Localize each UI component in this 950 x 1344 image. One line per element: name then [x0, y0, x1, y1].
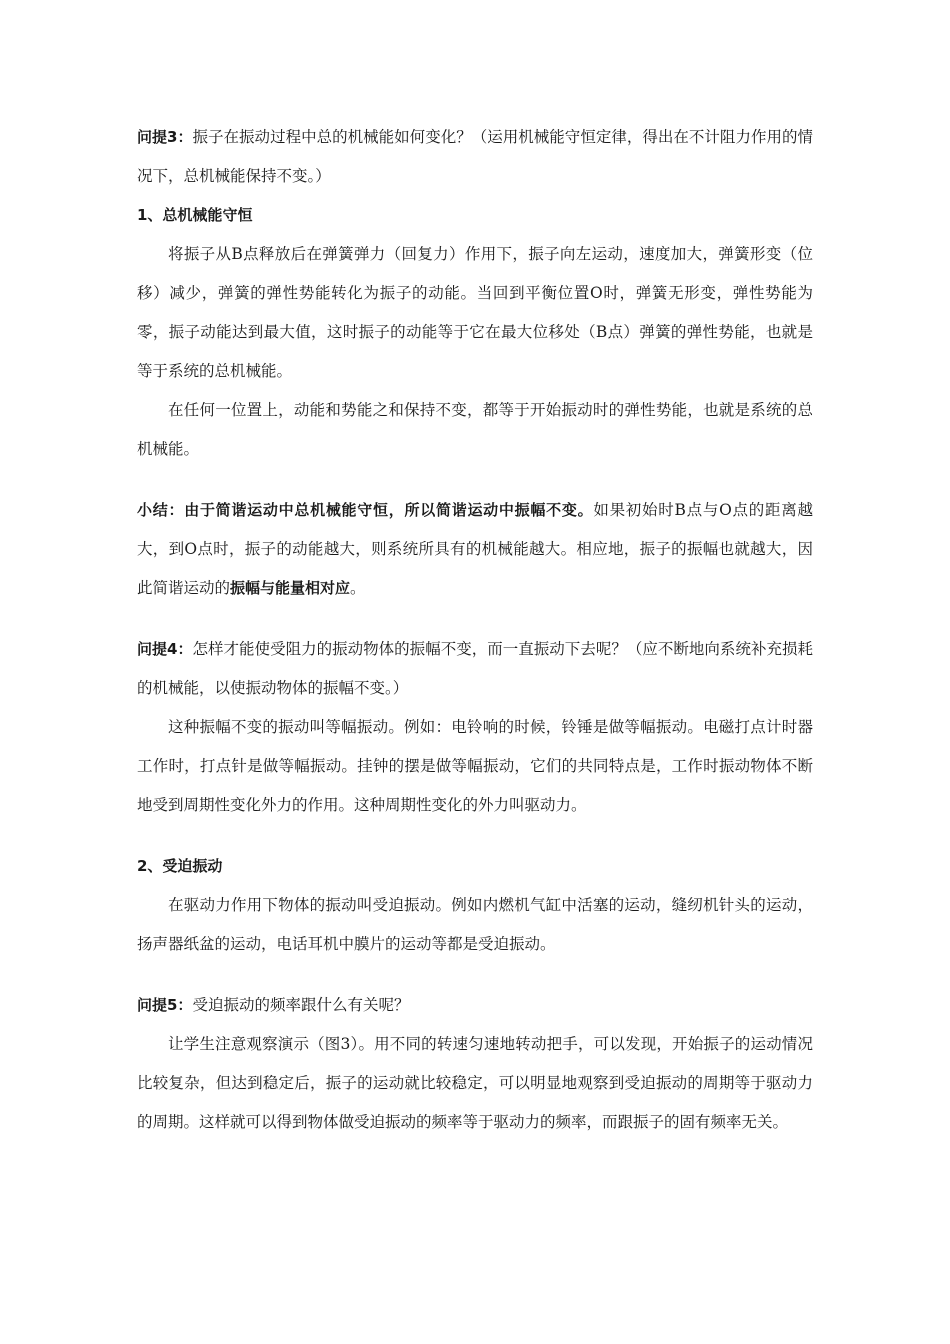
summary-bold-2: 振幅与能量相对应 [230, 579, 351, 597]
question-4-paragraph: 这种振幅不变的振动叫等幅振动。例如：电铃响的时候，铃锤是做等幅振动。电磁打点计时器工作时，打点针是做等幅振动。挂钟的摆是做等幅振动，它们的共同特点是，工作时振动物体不断地受到周期性变化外力的作用。这种周期性变化的外力叫驱动力。 [137, 718, 813, 814]
summary-text-1: 如果初始时B点与O点的距离越大，到O点时，振子的动能越大，则系统所具有的机械能越大。相应地，振子的振幅也就越大，因此简谐运动的 [137, 501, 813, 597]
question-5 [137, 986, 813, 1025]
question-5-text: 受迫振动的频率跟什么有关呢？ [192, 996, 410, 1014]
question-4-label: 问提4： [137, 640, 193, 658]
section-1-paragraph-2: 在任何一位置上，动能和势能之和保持不变，都等于开始振动时的弹性势能，也就是系统的总机械能。 [137, 401, 813, 458]
question-4 [137, 630, 813, 708]
question-3-label: 问提3： [137, 128, 193, 146]
summary-text-2: 。 [350, 579, 366, 597]
section-2-title: 2、受迫振动 [137, 857, 223, 875]
summary-bold-1: 小结：由于简谐运动中总机械能守恒，所以简谐运动中振幅不变。 [137, 501, 594, 519]
spacer [137, 825, 813, 847]
question-3 [137, 118, 813, 196]
document-body [137, 118, 813, 1142]
question-5-paragraph: 让学生注意观察演示（图3）。用不同的转速匀速地转动把手，可以发现，开始振子的运动情况比较复杂，但达到稳定后，振子的运动就比较稳定，可以明显地观察到受迫振动的周期等于驱动力的周期。这样就可以得到物体做受迫振动的频率等于驱动力的频率，而跟振子的固有频率无关。 [137, 1035, 813, 1131]
section-1-title: 1、总机械能守恒 [137, 206, 253, 224]
section-2-paragraph: 在驱动力作用下物体的振动叫受迫振动。例如内燃机气缸中活塞的运动，缝纫机针头的运动，扬声器纸盆的运动，电话耳机中膜片的运动等都是受迫振动。 [137, 896, 813, 953]
question-5-label: 问提5： [137, 996, 193, 1014]
spacer [137, 964, 813, 986]
spacer [137, 469, 813, 491]
question-4-text: 怎样才能使受阻力的振动物体的振幅不变，而一直振动下去呢？（应不断地向系统补充损耗的机械能，以使振动物体的振幅不变。） [137, 640, 813, 697]
section-1-paragraph-1: 将振子从B点释放后在弹簧弹力（回复力）作用下，振子向左运动，速度加大，弹簧形变（位移）减少，弹簧的弹性势能转化为振子的动能。当回到平衡位置O时，弹簧无形变，弹性势能为零，振子动能达到最大值，这时振子的动能等于它在最大位移处（B点）弹簧的弹性势能，也就是等于系统的总机械能。 [137, 245, 813, 380]
summary-paragraph [137, 491, 813, 608]
spacer [137, 608, 813, 630]
question-3-text: 振子在振动过程中总的机械能如何变化？（运用机械能守恒定律，得出在不计阻力作用的情况下，总机械能保持不变。） [137, 128, 813, 185]
